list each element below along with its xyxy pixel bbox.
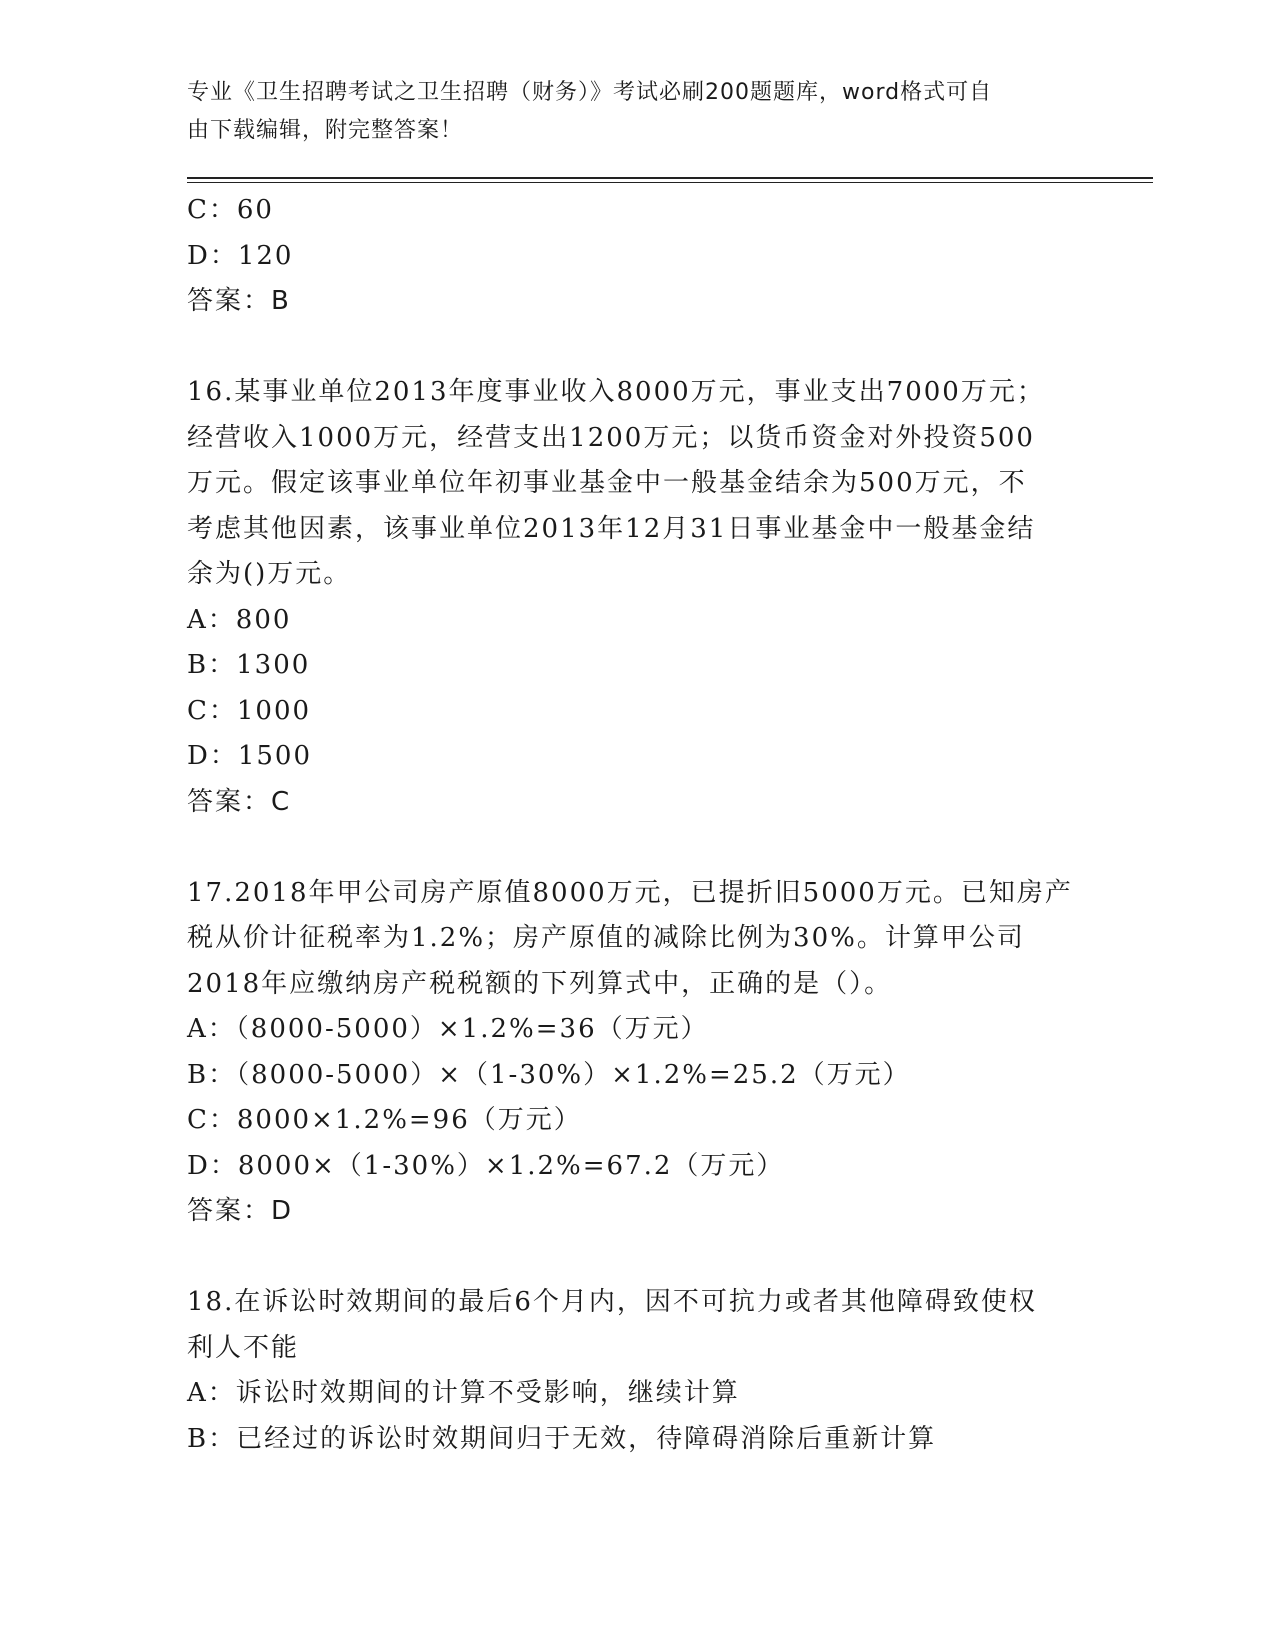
q17-option-b: B：（8000-5000）×（1-30%）×1.2%=25.2（万元） <box>187 1059 911 1090</box>
header-rule-thin <box>187 182 1153 183</box>
q16-option-a: A：800 <box>187 604 292 635</box>
q18-option-a: A：诉讼时效期间的计算不受影响，继续计算 <box>187 1378 740 1408</box>
q15-answer: 答案：B <box>187 286 291 316</box>
q17-option-d: D：8000×（1-30%）×1.2%=67.2（万元） <box>187 1150 785 1181</box>
q16-text-line-2: 经营收入1000万元，经营支出1200万元；以货币资金对外投资500 <box>187 422 1035 453</box>
q16-option-b: B：1300 <box>187 650 311 680</box>
spacer <box>187 1235 1087 1281</box>
q16-text-line-4: 考虑其他因素，该事业单位2013年12月31日事业基金中一般基金结 <box>187 513 1036 544</box>
q18-text-line-1: 18.在诉讼时效期间的最后6个月内，因不可抗力或者其他障碍致使权 <box>187 1287 1037 1317</box>
q17-answer: 答案：D <box>187 1196 294 1226</box>
q16-text-line-5: 余为()万元。 <box>187 559 352 589</box>
q16-answer: 答案：C <box>187 786 292 817</box>
q15-option-d: D：120 <box>187 240 294 271</box>
q15-option-c: C：60 <box>187 195 274 225</box>
q17-text-line-2: 税从价计征税率为1.2%；房产原值的减除比例为30%。计算甲公司 <box>187 923 1025 953</box>
header-line-2: 由下载编辑，附完整答案！ <box>187 118 464 143</box>
q17-text-line-3: 2018年应缴纳房产税税额的下列算式中，正确的是（）。 <box>187 968 893 999</box>
header-line-1: 专业《卫生招聘考试之卫生招聘（财务）》考试必刷200题题库，word格式可自 <box>187 80 993 105</box>
spacer <box>187 325 1087 371</box>
q17-option-c: C：8000×1.2%=96（万元） <box>187 1105 582 1135</box>
q16-option-c: C：1000 <box>187 695 312 726</box>
q17-text-line-1: 17.2018年甲公司房产原值8000万元，已提折旧5000万元。已知房产 <box>187 877 1073 908</box>
q16-option-d: D：1500 <box>187 741 313 771</box>
question-content <box>187 188 1087 1462</box>
document-header <box>187 74 1067 150</box>
q16-text-line-3: 万元。假定该事业单位年初事业基金中一般基金结余为500万元，不 <box>187 468 1027 498</box>
header-rule-thick <box>187 177 1153 179</box>
q17-option-a: A：（8000-5000）×1.2%=36（万元） <box>187 1014 709 1044</box>
q18-option-b: B：已经过的诉讼时效期间归于无效，待障碍消除后重新计算 <box>187 1423 937 1454</box>
q18-text-line-2: 利人不能 <box>187 1332 300 1363</box>
spacer <box>187 825 1087 871</box>
q16-text-line-1: 16.某事业单位2013年度事业收入8000万元，事业支出7000万元； <box>187 377 1045 407</box>
